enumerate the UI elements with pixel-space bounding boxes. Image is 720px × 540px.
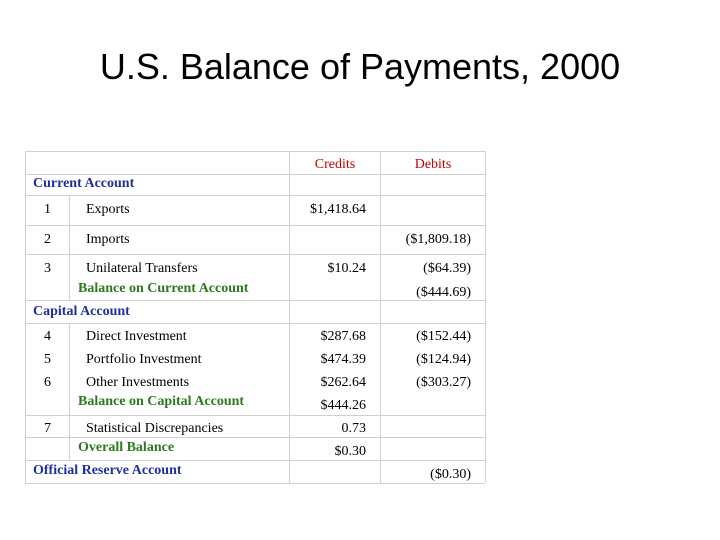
credit-value: $262.64 [320, 375, 366, 390]
debit-value: ($303.27) [416, 375, 471, 390]
credit-value: $10.24 [327, 261, 366, 276]
row-number: 6 [44, 375, 51, 390]
grid-line [485, 151, 486, 483]
row-number: 5 [44, 352, 51, 367]
credit-value: $474.39 [320, 352, 366, 367]
row-label: Portfolio Investment [86, 352, 202, 367]
grid-line [25, 437, 485, 438]
row-label: Imports [86, 232, 130, 247]
debit-value: ($124.94) [416, 352, 471, 367]
grid-line [25, 323, 485, 324]
credit-value: $1,418.64 [310, 202, 366, 217]
section-capital-account: Capital Account [33, 304, 130, 319]
grid-line [25, 174, 485, 175]
page-title: U.S. Balance of Payments, 2000 [99, 46, 621, 87]
overall-balance-credit: $0.30 [334, 444, 366, 459]
grid-line [69, 195, 70, 300]
credit-value: 0.73 [341, 421, 366, 436]
credit-value: $287.68 [320, 329, 366, 344]
row-number: 1 [44, 202, 51, 217]
credits-header: Credits [314, 157, 356, 172]
grid-line [25, 225, 485, 226]
debit-value: ($64.39) [423, 261, 471, 276]
grid-line [380, 151, 381, 483]
debits-header: Debits [414, 157, 452, 172]
overall-balance-label: Overall Balance [78, 440, 175, 455]
balance-capital-account-credit: $444.26 [320, 398, 366, 413]
row-label: Direct Investment [86, 329, 187, 344]
row-label: Exports [86, 202, 130, 217]
row-label: Unilateral Transfers [86, 261, 198, 276]
row-label: Other Investments [86, 375, 190, 390]
balance-current-account-debit: ($444.69) [416, 285, 471, 300]
grid-line [25, 483, 485, 484]
grid-line [25, 415, 485, 416]
section-official-reserve-account: Official Reserve Account [33, 463, 182, 478]
row-number: 7 [44, 421, 51, 436]
debit-value: ($1,809.18) [405, 232, 471, 247]
grid-line [25, 151, 485, 152]
row-number: 2 [44, 232, 51, 247]
grid-line [25, 195, 485, 196]
official-reserve-debit: ($0.30) [430, 467, 471, 482]
grid-line [25, 254, 485, 255]
row-label: Statistical Discrepancies [86, 421, 224, 436]
balance-current-account-label: Balance on Current Account [78, 281, 249, 296]
row-number: 3 [44, 261, 51, 276]
row-number: 4 [44, 329, 51, 344]
balance-capital-account-label: Balance on Capital Account [78, 394, 245, 409]
section-current-account: Current Account [33, 176, 135, 191]
debit-value: ($152.44) [416, 329, 471, 344]
grid-line [25, 460, 485, 461]
grid-line [69, 323, 70, 460]
